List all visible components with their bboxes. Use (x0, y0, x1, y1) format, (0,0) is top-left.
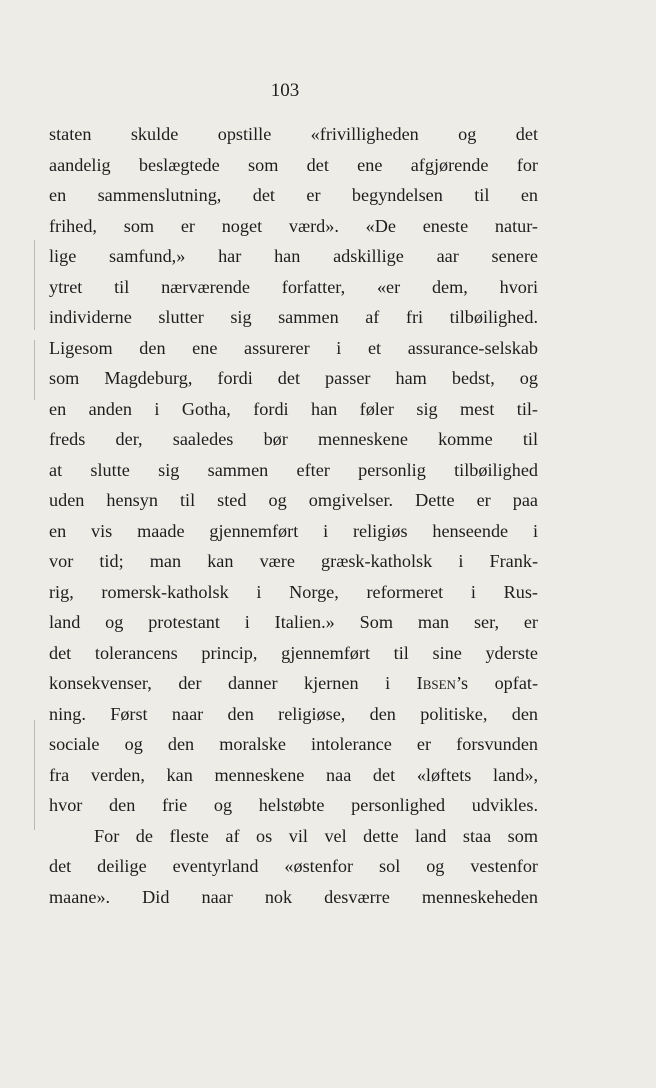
text-line: land og protestant i Italien.» Som man ser, er (49, 612, 538, 632)
text-line: uden hensyn til sted og omgivelser. Dette er paa (49, 490, 538, 510)
page-edge-shadow (34, 240, 35, 330)
text-line: ytret til nærværende forfatter, «er dem, hvori (49, 276, 538, 297)
text-line: ning. Først naar den religiøse, den politiske, den (49, 703, 538, 724)
body-text (49, 119, 538, 912)
text-line: freds der, saaledes bør menneskene komme til (49, 429, 538, 449)
text-line: maane». Did naar nok desværre menneskeheden (49, 886, 538, 907)
text-line: hvor den frie og helstøbte personlighed udvikles. (49, 795, 538, 815)
text-line: staten skulde opstille «frivilligheden og det (49, 124, 538, 144)
text-line: det deilige eventyrland «østenfor sol og vestenfor (49, 856, 538, 876)
page-edge-shadow (34, 340, 35, 400)
text-line: at slutte sig sammen efter personlig tilbøilighed (49, 459, 538, 480)
page-number: 103 (270, 80, 300, 101)
text-segment: konsekvenser, der danner kjernen i (49, 673, 417, 693)
paragraph-1 (49, 119, 538, 821)
author-name-small-caps: Ibsen (416, 673, 456, 693)
text-line: vor tid; man kan være græsk-katholsk i Frank- (49, 551, 538, 571)
text-line: sociale og den moralske intolerance er forsvunden (49, 734, 538, 754)
text-line: aandelig beslægtede som det ene afgjørende for (49, 154, 538, 175)
text-line: frihed, som er noget værd». «De eneste natur- (49, 215, 538, 236)
text-line: rig, romersk-katholsk i Norge, reformeret i Rus- (49, 581, 538, 602)
text-line: For de fleste af os vil vel dette land staa som (94, 825, 538, 846)
text-line: en sammenslutning, det er begyndelsen til en (49, 185, 538, 205)
text-line: individerne slutter sig sammen af fri tilbøilighed. (49, 307, 538, 327)
text-line: som Magdeburg, fordi det passer ham bedst, og (49, 368, 538, 388)
text-line (49, 668, 538, 699)
text-line: Ligesom den ene assurerer i et assurance-selskab (49, 337, 538, 358)
text-segment: ’s opfat- (455, 673, 538, 693)
text-line: fra verden, kan menneskene naa det «løftets land», (49, 764, 538, 785)
text-line: det tolerancens princip, gjennemført til sine yderste (49, 642, 538, 663)
paragraph-2 (49, 821, 538, 913)
page-edge-shadow (34, 720, 35, 830)
text-line: en anden i Gotha, fordi han føler sig mest til- (49, 398, 538, 419)
text-line: lige samfund,» har han adskillige aar senere (49, 246, 538, 266)
text-line: en vis maade gjennemført i religiøs henseende i (49, 520, 538, 541)
